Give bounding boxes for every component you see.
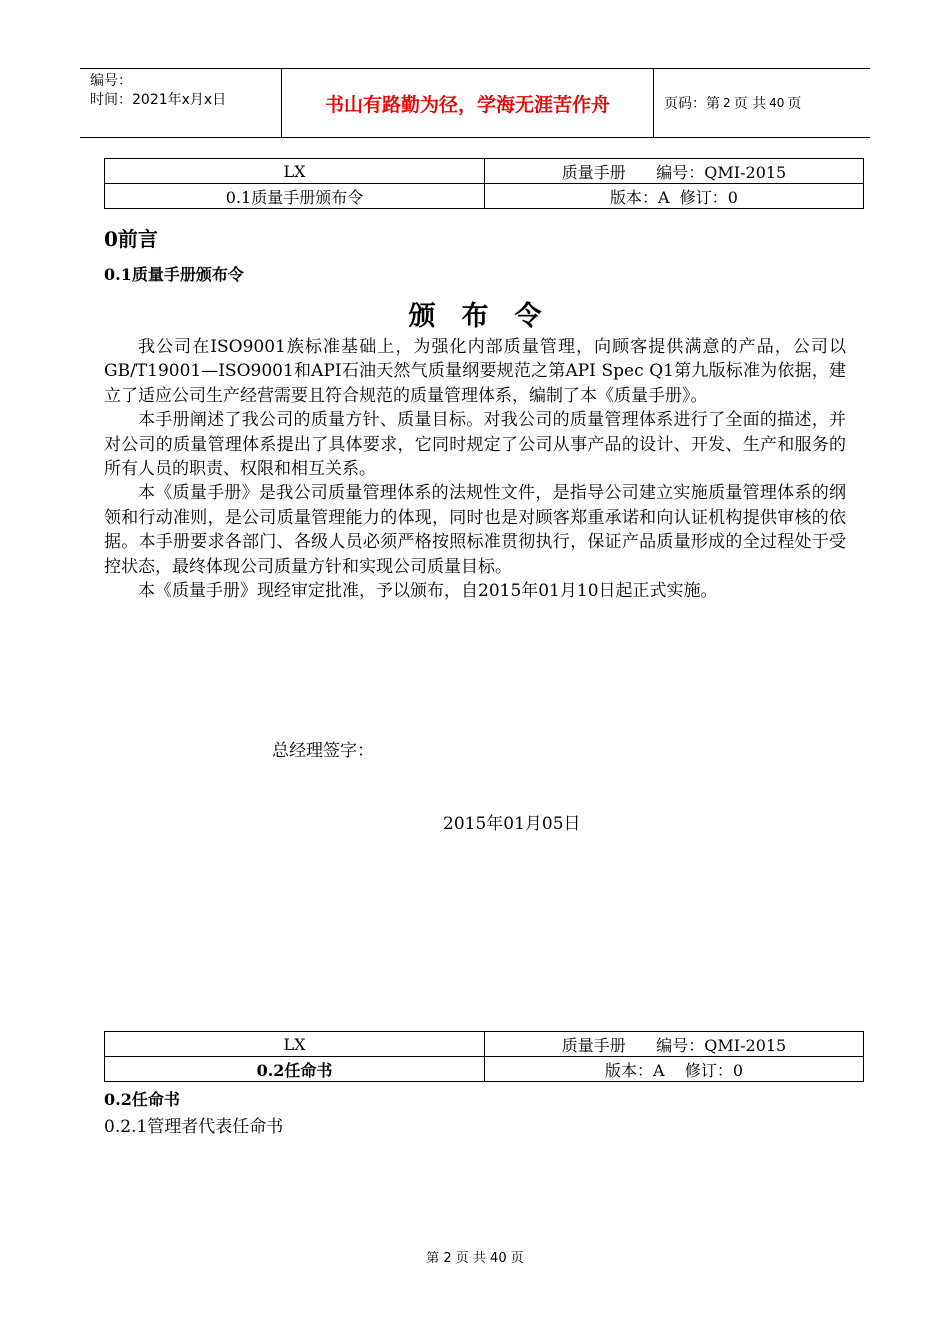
company-cell: LX bbox=[105, 159, 485, 184]
signature-label: 总经理签字： bbox=[272, 741, 374, 761]
page-suffix: 页 bbox=[787, 96, 802, 112]
doc-number-label: 编号： bbox=[90, 73, 132, 89]
heading-section-0-2-1: 0.2.1管理者代表任命书 bbox=[104, 1117, 284, 1137]
decree-title: 颁布令 bbox=[408, 301, 568, 332]
sign-date: 2015年01月05日 bbox=[443, 814, 581, 834]
section-cell: 0.2任命书 bbox=[105, 1057, 485, 1082]
paragraph: 本手册阐述了我公司的质量方针、质量目标。对我公司的质量管理体系进行了全面的描述，并对公司的质量管理体系提出了具体要求，它同时规定了公司从事产品的设计、开发、生产和服务的所有人员的职责、权限和相互关系。 bbox=[104, 410, 846, 480]
paragraph: 我公司在ISO9001族标准基础上，为强化内部质量管理，向顾客提供满意的产品，公司以GB/T19001—ISO9001和API石油天然气质量纲要规范之第API Spec Q1第九版标准为依据，建立了适应公司生产经营需要且符合规范的质量管理体系，编制了本《质量手册》。 bbox=[104, 337, 846, 406]
doc-info-table-2 bbox=[104, 1031, 864, 1082]
section-cell: 0.1质量手册颁布令 bbox=[105, 184, 485, 209]
header-page-info bbox=[654, 69, 870, 137]
manual-number-cell: 质量手册 编号：QMI-2015 bbox=[485, 159, 864, 184]
version-cell: 版本：A 修订：0 bbox=[485, 1057, 864, 1082]
page-prefix: 页码：第 bbox=[664, 96, 720, 112]
page-total: 40 bbox=[769, 96, 785, 110]
company-cell: LX bbox=[105, 1032, 485, 1057]
version-cell: 版本：A 修订：0 bbox=[485, 184, 864, 209]
paragraph: 本《质量手册》是我公司质量管理体系的法规性文件，是指导公司建立实施质量管理体系的纲领和行动准则，是公司质量管理能力的体现，同时也是对顾客郑重承诺和向认证机构提供审核的依据。本手册要求各部门、各级人员必须严格按照标准贯彻执行，保证产品质量形成的全过程处于受控状态，最终体现公司质量方针和实现公司质量目标。 bbox=[104, 483, 846, 577]
doc-info-table-1 bbox=[104, 158, 864, 209]
header-motto: 书山有路勤为径，学海无涯苦作舟 bbox=[281, 69, 654, 137]
heading-section-0-1: 0.1质量手册颁布令 bbox=[104, 265, 244, 284]
manual-number-cell: 质量手册 编号：QMI-2015 bbox=[485, 1032, 864, 1057]
header-meta bbox=[80, 69, 281, 137]
page-mid: 页 共 bbox=[733, 96, 767, 112]
paragraph: 本《质量手册》现经审定批准，予以颁布，自2015年01月10日起正式实施。 bbox=[138, 581, 718, 602]
header-time: 时间：2021年x月x日 bbox=[90, 92, 227, 108]
heading-section-0-2: 0.2任命书 bbox=[104, 1090, 180, 1109]
heading-preface: 0前言 bbox=[104, 227, 158, 251]
page-footer: 第 2 页 共 40 页 bbox=[426, 1251, 524, 1266]
page-header bbox=[80, 68, 870, 138]
page-current: 2 bbox=[723, 96, 731, 110]
decree-body bbox=[104, 335, 846, 603]
